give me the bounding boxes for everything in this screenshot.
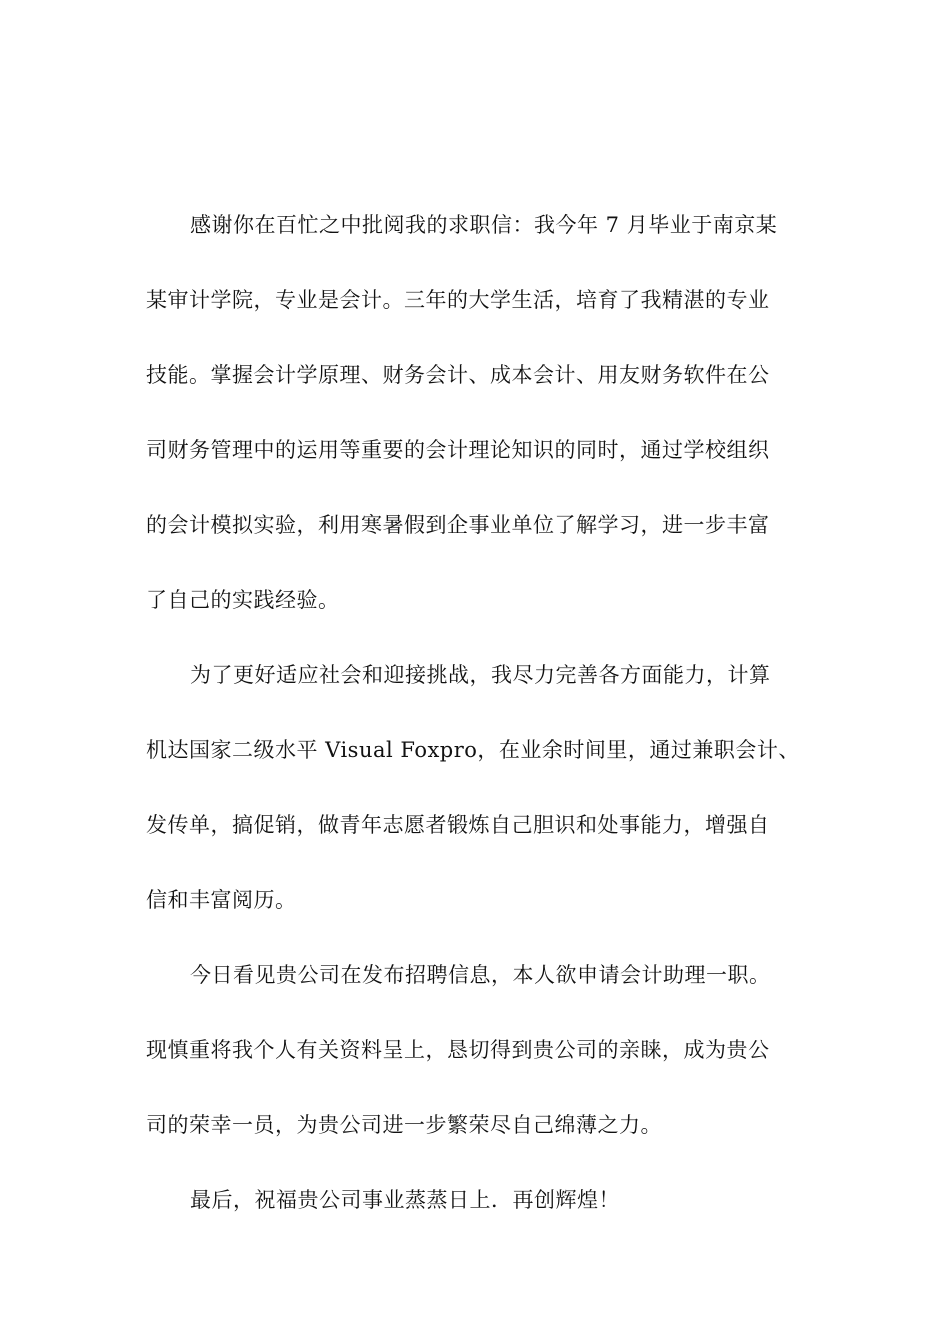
paragraph-1-line-2: 某审计学院，专业是会计。三年的大学生活，培育了我精湛的专业 — [146, 288, 770, 312]
paragraph-3 — [146, 953, 826, 1178]
paragraph-1-line-4: 司财务管理中的运用等重要的会计理论知识的同时，通过学校组织 — [146, 438, 770, 462]
paragraph-1 — [146, 203, 826, 653]
letter-body — [146, 203, 826, 1253]
paragraph-3-line-3: 司的荣幸一员，为贵公司进一步繁荣尽自己绵薄之力。 — [146, 1113, 662, 1137]
paragraph-4-line-1: 最后，祝福贵公司事业蒸蒸日上．再创辉煌！ — [190, 1188, 620, 1212]
paragraph-2-line-1: 为了更好适应社会和迎接挑战，我尽力完善各方面能力，计算 — [190, 663, 771, 687]
paragraph-1-line-6: 了自己的实践经验。 — [146, 588, 340, 612]
paragraph-3-line-2: 现慎重将我个人有关资料呈上，恳切得到贵公司的亲睐，成为贵公 — [146, 1038, 770, 1062]
paragraph-2-line-2: 机达国家二级水平 Visual Foxpro，在业余时间里，通过兼职会计、 — [146, 738, 800, 762]
paragraph-1-line-1: 感谢你在百忙之中批阅我的求职信：我今年 7 月毕业于南京某 — [190, 213, 778, 237]
paragraph-3-line-1: 今日看见贵公司在发布招聘信息，本人欲申请会计助理一职。 — [190, 963, 771, 987]
paragraph-2-line-4: 信和丰富阅历。 — [146, 888, 297, 912]
paragraph-1-line-5: 的会计模拟实验，利用寒暑假到企事业单位了解学习，进一步丰富 — [146, 513, 770, 537]
paragraph-4 — [146, 1178, 826, 1253]
paragraph-1-line-3: 技能。掌握会计学原理、财务会计、成本会计、用友财务软件在公 — [146, 363, 770, 387]
paragraph-2 — [146, 653, 826, 953]
paragraph-2-line-3: 发传单，搞促销，做青年志愿者锻炼自己胆识和处事能力，增强自 — [146, 813, 770, 837]
